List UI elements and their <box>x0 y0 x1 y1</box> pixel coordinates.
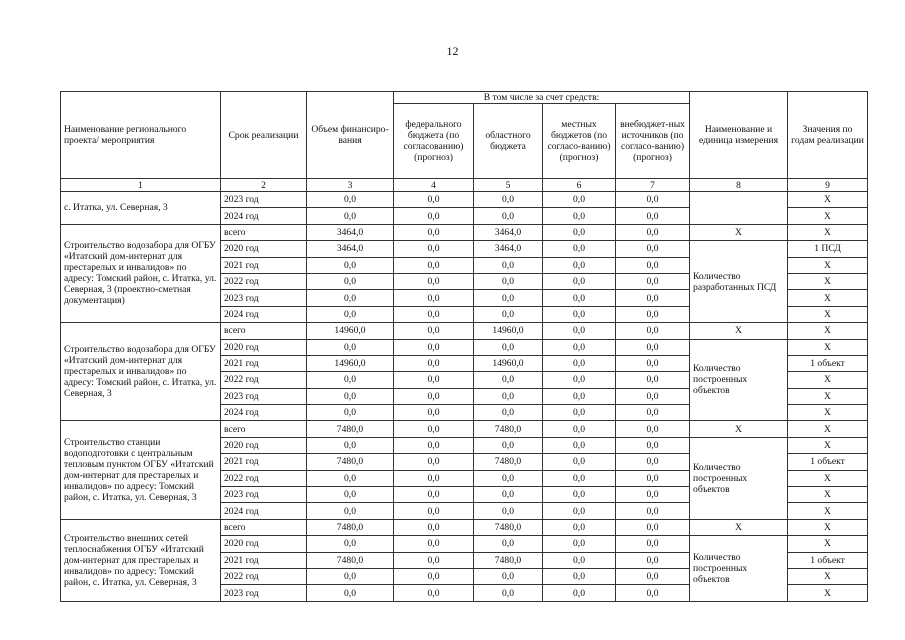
value-cell: Х <box>788 536 868 552</box>
volume-cell: 0,0 <box>307 388 394 404</box>
regional-cell: 0,0 <box>474 470 543 486</box>
extra-cell: 0,0 <box>616 257 690 273</box>
local-cell: 0,0 <box>543 339 616 355</box>
value-cell: Х <box>788 372 868 388</box>
local-cell: 0,0 <box>543 208 616 224</box>
project-name: с. Итатка, ул. Северная, 3 <box>61 192 221 225</box>
volume-cell: 0,0 <box>307 192 394 208</box>
value-cell: Х <box>788 421 868 437</box>
regional-cell: 0,0 <box>474 487 543 503</box>
local-cell: 0,0 <box>543 224 616 240</box>
header-local: местных бюджетов (по согласо-ванию) (прогноз) <box>543 104 616 179</box>
extra-cell: 0,0 <box>616 224 690 240</box>
extra-cell: 0,0 <box>616 208 690 224</box>
value-cell: Х <box>788 208 868 224</box>
year-cell: 2023 год <box>221 192 307 208</box>
value-cell: Х <box>788 339 868 355</box>
federal-cell: 0,0 <box>394 355 474 371</box>
local-cell: 0,0 <box>543 306 616 322</box>
table-row <box>61 224 868 240</box>
volume-cell: 7480,0 <box>307 421 394 437</box>
year-cell: 2023 год <box>221 290 307 306</box>
federal-cell: 0,0 <box>394 503 474 519</box>
year-cell: 2022 год <box>221 470 307 486</box>
volume-cell: 0,0 <box>307 536 394 552</box>
extra-cell: 0,0 <box>616 290 690 306</box>
volume-cell: 0,0 <box>307 585 394 601</box>
regional-cell: 0,0 <box>474 339 543 355</box>
volume-cell: 0,0 <box>307 470 394 486</box>
year-cell: 2023 год <box>221 388 307 404</box>
extra-cell: 0,0 <box>616 585 690 601</box>
volume-cell: 0,0 <box>307 437 394 453</box>
value-cell: Х <box>788 257 868 273</box>
value-cell: Х <box>788 437 868 453</box>
header-unit: Наименование и единица измерения <box>690 92 788 179</box>
project-name: Строительство водозабора для ОГБУ «Итатский дом-интернат для престарелых и инвалидов» по адресу: Томский район, с. Итатка, ул. Северная, 3 (проектно-сметная документация) <box>61 224 221 322</box>
financing-table <box>60 91 868 602</box>
federal-cell: 0,0 <box>394 454 474 470</box>
regional-cell: 7480,0 <box>474 454 543 470</box>
year-cell: всего <box>221 323 307 339</box>
year-cell: 2022 год <box>221 372 307 388</box>
extra-cell: 0,0 <box>616 339 690 355</box>
local-cell: 0,0 <box>543 552 616 568</box>
regional-cell: 0,0 <box>474 192 543 208</box>
header-regional: областного бюджета <box>474 104 543 179</box>
unit-mark-cell: Х <box>690 519 788 535</box>
local-cell: 0,0 <box>543 568 616 584</box>
federal-cell: 0,0 <box>394 306 474 322</box>
extra-cell: 0,0 <box>616 355 690 371</box>
extra-cell: 0,0 <box>616 323 690 339</box>
federal-cell: 0,0 <box>394 470 474 486</box>
volume-cell: 0,0 <box>307 568 394 584</box>
year-cell: 2023 год <box>221 487 307 503</box>
regional-cell: 7480,0 <box>474 421 543 437</box>
local-cell: 0,0 <box>543 372 616 388</box>
col-number: 4 <box>394 179 474 192</box>
local-cell: 0,0 <box>543 421 616 437</box>
volume-cell: 0,0 <box>307 503 394 519</box>
unit-mark-cell: Х <box>690 224 788 240</box>
local-cell: 0,0 <box>543 503 616 519</box>
header-federal: федерального бюджета (по согласованию) (прогноз) <box>394 104 474 179</box>
volume-cell: 3464,0 <box>307 224 394 240</box>
regional-cell: 0,0 <box>474 372 543 388</box>
col-number: 1 <box>61 179 221 192</box>
table-row <box>61 519 868 535</box>
extra-cell: 0,0 <box>616 273 690 289</box>
volume-cell: 0,0 <box>307 405 394 421</box>
header-term: Срок реализации <box>221 92 307 179</box>
table-row <box>61 421 868 437</box>
extra-cell: 0,0 <box>616 437 690 453</box>
volume-cell: 14960,0 <box>307 323 394 339</box>
value-cell: Х <box>788 306 868 322</box>
federal-cell: 0,0 <box>394 519 474 535</box>
volume-cell: 0,0 <box>307 257 394 273</box>
value-cell: Х <box>788 585 868 601</box>
regional-cell: 0,0 <box>474 437 543 453</box>
year-cell: 2020 год <box>221 339 307 355</box>
volume-cell: 0,0 <box>307 273 394 289</box>
volume-cell: 7480,0 <box>307 454 394 470</box>
extra-cell: 0,0 <box>616 487 690 503</box>
federal-cell: 0,0 <box>394 241 474 257</box>
value-cell: Х <box>788 568 868 584</box>
header-volume: Объем финансиро-вания <box>307 92 394 179</box>
regional-cell: 0,0 <box>474 536 543 552</box>
federal-cell: 0,0 <box>394 290 474 306</box>
regional-cell: 0,0 <box>474 585 543 601</box>
extra-cell: 0,0 <box>616 192 690 208</box>
table-body <box>61 192 868 602</box>
extra-cell: 0,0 <box>616 388 690 404</box>
year-cell: 2022 год <box>221 568 307 584</box>
regional-cell: 0,0 <box>474 290 543 306</box>
year-cell: 2021 год <box>221 454 307 470</box>
value-cell: Х <box>788 273 868 289</box>
local-cell: 0,0 <box>543 470 616 486</box>
extra-cell: 0,0 <box>616 568 690 584</box>
unit-cell: Количество разработанных ПСД <box>690 241 788 323</box>
local-cell: 0,0 <box>543 437 616 453</box>
local-cell: 0,0 <box>543 519 616 535</box>
value-cell: 1 ПСД <box>788 241 868 257</box>
regional-cell: 0,0 <box>474 503 543 519</box>
year-cell: 2020 год <box>221 437 307 453</box>
regional-cell: 14960,0 <box>474 323 543 339</box>
regional-cell: 0,0 <box>474 306 543 322</box>
value-cell: 1 объект <box>788 454 868 470</box>
regional-cell: 14960,0 <box>474 355 543 371</box>
extra-cell: 0,0 <box>616 536 690 552</box>
unit-cell: Количество построенных объектов <box>690 536 788 602</box>
value-cell: Х <box>788 290 868 306</box>
local-cell: 0,0 <box>543 192 616 208</box>
extra-cell: 0,0 <box>616 405 690 421</box>
col-number: 8 <box>690 179 788 192</box>
project-name: Строительство водозабора для ОГБУ «Итатский дом-интернат для престарелых и инвалидов» по адресу: Томский район, с. Итатка, ул. Северная, 3 <box>61 323 221 421</box>
extra-cell: 0,0 <box>616 552 690 568</box>
value-cell: Х <box>788 323 868 339</box>
federal-cell: 0,0 <box>394 388 474 404</box>
federal-cell: 0,0 <box>394 224 474 240</box>
year-cell: 2021 год <box>221 355 307 371</box>
col-number: 5 <box>474 179 543 192</box>
col-number: 2 <box>221 179 307 192</box>
regional-cell: 7480,0 <box>474 552 543 568</box>
page-number: 12 <box>446 44 459 58</box>
federal-cell: 0,0 <box>394 487 474 503</box>
extra-cell: 0,0 <box>616 421 690 437</box>
extra-cell: 0,0 <box>616 306 690 322</box>
federal-cell: 0,0 <box>394 273 474 289</box>
local-cell: 0,0 <box>543 454 616 470</box>
project-name: Строительство станции водоподготовки с центральным тепловым пунктом ОГБУ «Итатский дом-интернат для престарелых и инвалидов» по адресу: Томский район, с. Итатка, ул. Северная, 3 <box>61 421 221 519</box>
regional-cell: 0,0 <box>474 388 543 404</box>
regional-cell: 7480,0 <box>474 519 543 535</box>
volume-cell: 7480,0 <box>307 519 394 535</box>
local-cell: 0,0 <box>543 257 616 273</box>
federal-cell: 0,0 <box>394 568 474 584</box>
regional-cell: 0,0 <box>474 273 543 289</box>
table-row <box>61 192 868 208</box>
local-cell: 0,0 <box>543 585 616 601</box>
volume-cell: 0,0 <box>307 290 394 306</box>
year-cell: 2020 год <box>221 241 307 257</box>
local-cell: 0,0 <box>543 487 616 503</box>
federal-cell: 0,0 <box>394 323 474 339</box>
year-cell: 2024 год <box>221 306 307 322</box>
year-cell: 2024 год <box>221 405 307 421</box>
volume-cell: 0,0 <box>307 339 394 355</box>
year-cell: 2023 год <box>221 585 307 601</box>
year-cell: 2024 год <box>221 503 307 519</box>
local-cell: 0,0 <box>543 273 616 289</box>
value-cell: Х <box>788 503 868 519</box>
table-row <box>61 323 868 339</box>
federal-cell: 0,0 <box>394 257 474 273</box>
regional-cell: 0,0 <box>474 568 543 584</box>
extra-cell: 0,0 <box>616 503 690 519</box>
federal-cell: 0,0 <box>394 405 474 421</box>
column-number-row <box>61 179 868 192</box>
local-cell: 0,0 <box>543 388 616 404</box>
volume-cell: 7480,0 <box>307 552 394 568</box>
local-cell: 0,0 <box>543 355 616 371</box>
regional-cell: 0,0 <box>474 208 543 224</box>
regional-cell: 0,0 <box>474 405 543 421</box>
header-values: Значения по годам реализации <box>788 92 868 179</box>
value-cell: Х <box>788 405 868 421</box>
value-cell: 1 объект <box>788 552 868 568</box>
value-cell: Х <box>788 470 868 486</box>
value-cell: Х <box>788 192 868 208</box>
volume-cell: 14960,0 <box>307 355 394 371</box>
unit-mark-cell: Х <box>690 323 788 339</box>
federal-cell: 0,0 <box>394 339 474 355</box>
year-cell: 2021 год <box>221 257 307 273</box>
year-cell: 2020 год <box>221 536 307 552</box>
federal-cell: 0,0 <box>394 208 474 224</box>
header-extra: внебюджет-ных источников (по согласо-ванию) (прогноз) <box>616 104 690 179</box>
regional-cell: 3464,0 <box>474 224 543 240</box>
federal-cell: 0,0 <box>394 421 474 437</box>
header-group: В том числе за счет средств: <box>394 92 690 104</box>
local-cell: 0,0 <box>543 405 616 421</box>
unit-cell <box>690 192 788 225</box>
regional-cell: 0,0 <box>474 257 543 273</box>
value-cell: Х <box>788 388 868 404</box>
extra-cell: 0,0 <box>616 470 690 486</box>
federal-cell: 0,0 <box>394 536 474 552</box>
year-cell: всего <box>221 224 307 240</box>
federal-cell: 0,0 <box>394 552 474 568</box>
unit-cell: Количество построенных объектов <box>690 437 788 519</box>
federal-cell: 0,0 <box>394 372 474 388</box>
volume-cell: 0,0 <box>307 372 394 388</box>
year-cell: 2022 год <box>221 273 307 289</box>
federal-cell: 0,0 <box>394 437 474 453</box>
volume-cell: 0,0 <box>307 487 394 503</box>
local-cell: 0,0 <box>543 241 616 257</box>
local-cell: 0,0 <box>543 290 616 306</box>
unit-cell: Количество построенных объектов <box>690 339 788 421</box>
year-cell: 2021 год <box>221 552 307 568</box>
col-number: 7 <box>616 179 690 192</box>
year-cell: всего <box>221 519 307 535</box>
value-cell: Х <box>788 224 868 240</box>
local-cell: 0,0 <box>543 536 616 552</box>
volume-cell: 0,0 <box>307 306 394 322</box>
value-cell: Х <box>788 487 868 503</box>
extra-cell: 0,0 <box>616 519 690 535</box>
local-cell: 0,0 <box>543 323 616 339</box>
extra-cell: 0,0 <box>616 372 690 388</box>
project-name: Строительство внешних сетей теплоснабжения ОГБУ «Итатский дом-интернат для престарелых и инвалидов» по адресу: Томский район, с. Итатка, ул. Северная, 3 <box>61 519 221 601</box>
federal-cell: 0,0 <box>394 585 474 601</box>
volume-cell: 0,0 <box>307 208 394 224</box>
volume-cell: 3464,0 <box>307 241 394 257</box>
value-cell: Х <box>788 519 868 535</box>
year-cell: всего <box>221 421 307 437</box>
year-cell: 2024 год <box>221 208 307 224</box>
extra-cell: 0,0 <box>616 241 690 257</box>
extra-cell: 0,0 <box>616 454 690 470</box>
header-name: Наименование регионального проекта/ мероприятия <box>61 92 221 179</box>
federal-cell: 0,0 <box>394 192 474 208</box>
value-cell: 1 объект <box>788 355 868 371</box>
unit-mark-cell: Х <box>690 421 788 437</box>
col-number: 6 <box>543 179 616 192</box>
col-number: 9 <box>788 179 868 192</box>
col-number: 3 <box>307 179 394 192</box>
regional-cell: 3464,0 <box>474 241 543 257</box>
